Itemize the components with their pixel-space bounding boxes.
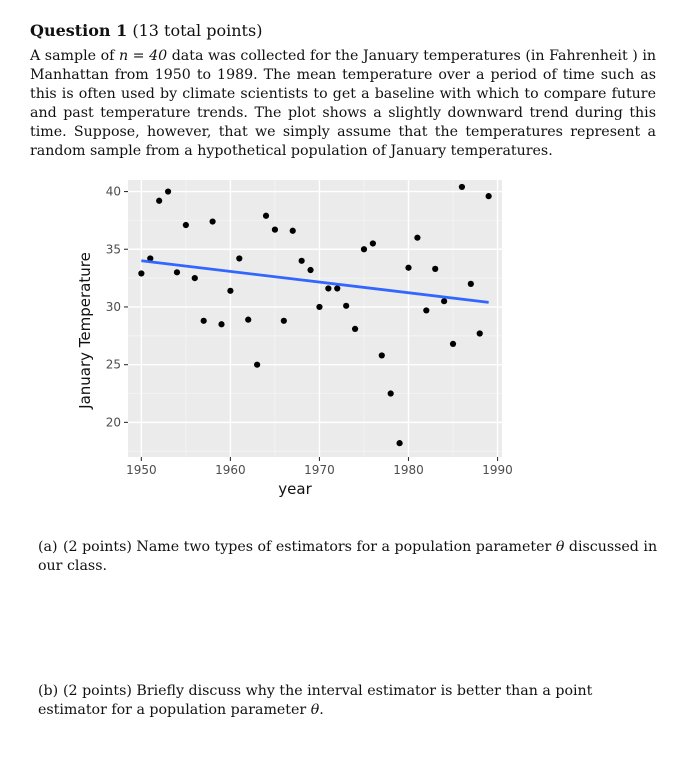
x-tick-label: 1990 bbox=[482, 463, 513, 477]
data-point bbox=[174, 269, 180, 275]
y-tick-label: 30 bbox=[105, 299, 121, 314]
data-point bbox=[307, 267, 313, 273]
data-point bbox=[183, 222, 189, 228]
intro-body: data was collected for the January temperatures (in Fahrenheit ) in Manhattan from 1950 to 1989. The mean temperature over a period of time such as this is often used by climate scientists to get a baseline with which to compare future and past temperature trends. The plot shows a slightly downward trend during this time. Suppose, however, that we simply assume that the temperatures represent a random sample from a hypothetical population of January temperatures. bbox=[30, 48, 656, 159]
part-a-label: (a) bbox=[38, 539, 58, 555]
data-point bbox=[201, 318, 207, 324]
question-title: Question 1 bbox=[30, 21, 128, 40]
data-point bbox=[370, 240, 376, 246]
plot-panel bbox=[128, 180, 502, 457]
part-b-label: (b) bbox=[38, 683, 59, 699]
data-point bbox=[316, 304, 322, 310]
data-point bbox=[396, 440, 402, 446]
part-a-text-end: discussed in our class. bbox=[38, 539, 658, 574]
y-tick-label: 20 bbox=[105, 415, 121, 430]
theta-symbol: θ bbox=[555, 539, 565, 555]
x-tick-label: 1970 bbox=[304, 463, 335, 477]
data-point bbox=[477, 330, 483, 336]
data-point bbox=[486, 193, 492, 199]
data-point bbox=[414, 235, 420, 241]
data-point bbox=[379, 352, 385, 358]
y-axis-title: January Temperature bbox=[76, 252, 94, 409]
part-a-points: (2 points) bbox=[63, 539, 132, 555]
x-axis-title: year bbox=[278, 480, 312, 498]
data-point bbox=[450, 341, 456, 347]
data-point bbox=[468, 281, 474, 287]
data-point bbox=[138, 270, 144, 276]
part-a bbox=[38, 538, 658, 576]
y-tick-label: 40 bbox=[105, 184, 121, 199]
data-point bbox=[263, 213, 269, 219]
data-point bbox=[227, 288, 233, 294]
data-point bbox=[209, 218, 215, 224]
data-point bbox=[165, 188, 171, 194]
data-point bbox=[432, 266, 438, 272]
temperature-scatter-plot bbox=[70, 175, 520, 505]
question-header bbox=[30, 20, 660, 42]
data-point bbox=[361, 246, 367, 252]
x-tick-label: 1950 bbox=[126, 463, 157, 477]
data-point bbox=[290, 228, 296, 234]
data-point bbox=[218, 321, 224, 327]
data-point bbox=[325, 285, 331, 291]
y-tick-label: 35 bbox=[105, 242, 121, 257]
data-point bbox=[192, 275, 198, 281]
data-point bbox=[334, 285, 340, 291]
data-point bbox=[441, 298, 447, 304]
x-tick-label: 1980 bbox=[393, 463, 424, 477]
x-tick-label: 1960 bbox=[215, 463, 246, 477]
data-point bbox=[459, 184, 465, 190]
data-point bbox=[281, 318, 287, 324]
question-points: (13 total points) bbox=[132, 21, 263, 40]
data-point bbox=[236, 255, 242, 261]
y-tick-label: 25 bbox=[105, 357, 121, 372]
sample-size-expression: n = 40 bbox=[118, 48, 168, 64]
data-point bbox=[156, 198, 162, 204]
data-point bbox=[245, 317, 251, 323]
question-intro bbox=[30, 47, 656, 161]
part-b bbox=[38, 682, 658, 720]
theta-symbol: θ bbox=[310, 702, 320, 718]
data-point bbox=[405, 265, 411, 271]
part-b-text: Briefly discuss why the interval estimator is better than a point estimator for a population parameter bbox=[38, 683, 593, 718]
data-point bbox=[388, 390, 394, 396]
part-b-text-end: . bbox=[319, 702, 324, 718]
data-point bbox=[272, 227, 278, 233]
data-point bbox=[299, 258, 305, 264]
intro-prefix: A sample of bbox=[30, 48, 119, 64]
data-point bbox=[423, 307, 429, 313]
data-point bbox=[343, 303, 349, 309]
part-a-text: Name two types of estimators for a population parameter bbox=[131, 539, 556, 555]
part-b-points: (2 points) bbox=[63, 683, 132, 699]
data-point bbox=[352, 326, 358, 332]
chart-svg bbox=[70, 175, 520, 505]
data-point bbox=[254, 362, 260, 368]
